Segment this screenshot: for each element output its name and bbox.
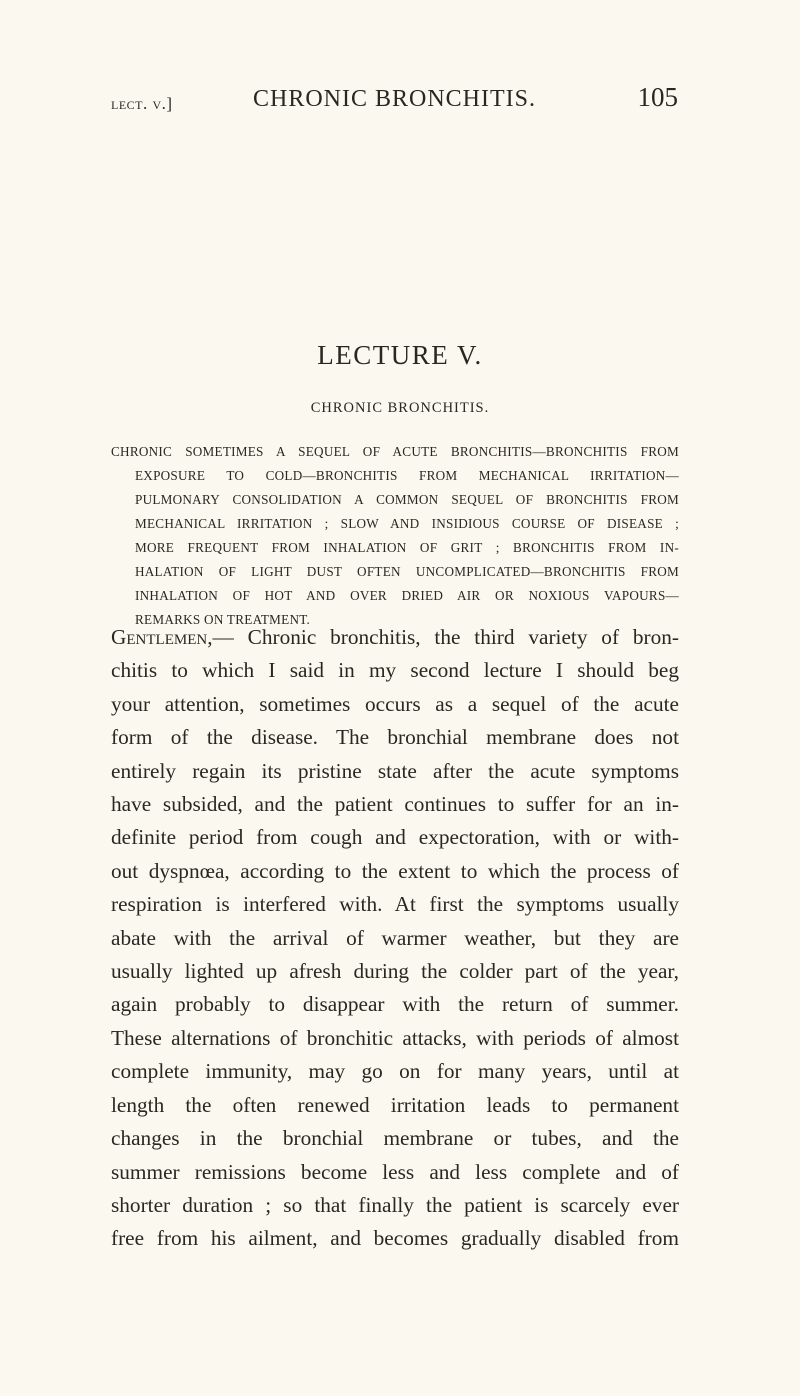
body-line: length the often renewed irritation leads to permanent [111, 1092, 679, 1117]
body-line: chitis to which I said in my second lecture I should beg [111, 658, 679, 683]
body-paragraph [111, 621, 679, 1256]
lecture-title: LECTURE V. [317, 340, 483, 370]
body-line: These alternations of bronchitic attacks, with periods of almost [111, 1025, 679, 1050]
synopsis-line: MECHANICAL IRRITATION ; SLOW AND INSIDIOUS COURSE OF DISEASE ; [135, 516, 679, 531]
body-line: definite period from cough and expectoration, with or with- [111, 825, 679, 850]
body-line: summer remissions become less and less complete and of [111, 1159, 679, 1184]
body-line: again probably to disappear with the return of summer. [111, 992, 679, 1017]
body-line: free from his ailment, and becomes gradually disabled from [111, 1226, 679, 1251]
lecture-subtitle: CHRONIC BRONCHITIS. [310, 400, 490, 416]
chapter-synopsis [111, 440, 679, 632]
running-head [111, 82, 678, 122]
synopsis-line: PULMONARY CONSOLIDATION A COMMON SEQUEL OF BRONCHITIS FROM [135, 492, 679, 507]
body-line-first [111, 621, 679, 654]
synopsis-line: REMARKS ON TREATMENT. [135, 612, 311, 627]
body-line: changes in the bronchial membrane or tubes, and the [111, 1126, 679, 1151]
synopsis-line: HALATION OF LIGHT DUST OFTEN UNCOMPLICATED—BRONCHITIS FROM [135, 564, 679, 579]
synopsis-line: INHALATION OF HOT AND OVER DRIED AIR OR NOXIOUS VAPOURS— [135, 588, 679, 603]
running-head-title: CHRONIC BRONCHITIS. [252, 86, 537, 112]
first-line-text: — Chronic bronchitis, the third variety of bron- [212, 625, 679, 649]
synopsis-line: CHRONIC SOMETIMES A SEQUEL OF ACUTE BRONCHITIS—BRONCHITIS FROM [111, 444, 679, 459]
body-line: entirely regain its pristine state after the acute symptoms [111, 758, 679, 783]
body-line: abate with the arrival of warmer weather, but they are [111, 925, 679, 950]
page-number: 105 [637, 82, 678, 112]
body-line: shorter duration ; so that finally the patient is scarcely ever [111, 1192, 679, 1217]
body-line: usually lighted up afresh during the colder part of the year, [111, 959, 679, 984]
body-line: respiration is interfered with. At first the symptoms usually [111, 892, 679, 917]
synopsis-line: MORE FREQUENT FROM INHALATION OF GRIT ; BRONCHITIS FROM IN- [135, 540, 679, 555]
running-head-lecture-ref: lect. v.] [111, 94, 173, 113]
body-line: complete immunity, may go on for many years, until at [111, 1059, 679, 1084]
body-line: your attention, sometimes occurs as a sequel of the acute [111, 691, 679, 716]
salutation: Gentlemen, [111, 625, 213, 649]
body-line: have subsided, and the patient continues to suffer for an in- [111, 792, 679, 817]
body-line: form of the disease. The bronchial membrane does not [111, 725, 679, 750]
body-line: out dyspnœa, according to the extent to which the process of [111, 858, 679, 883]
synopsis-line: EXPOSURE TO COLD—BRONCHITIS FROM MECHANICAL IRRITATION— [135, 468, 679, 483]
